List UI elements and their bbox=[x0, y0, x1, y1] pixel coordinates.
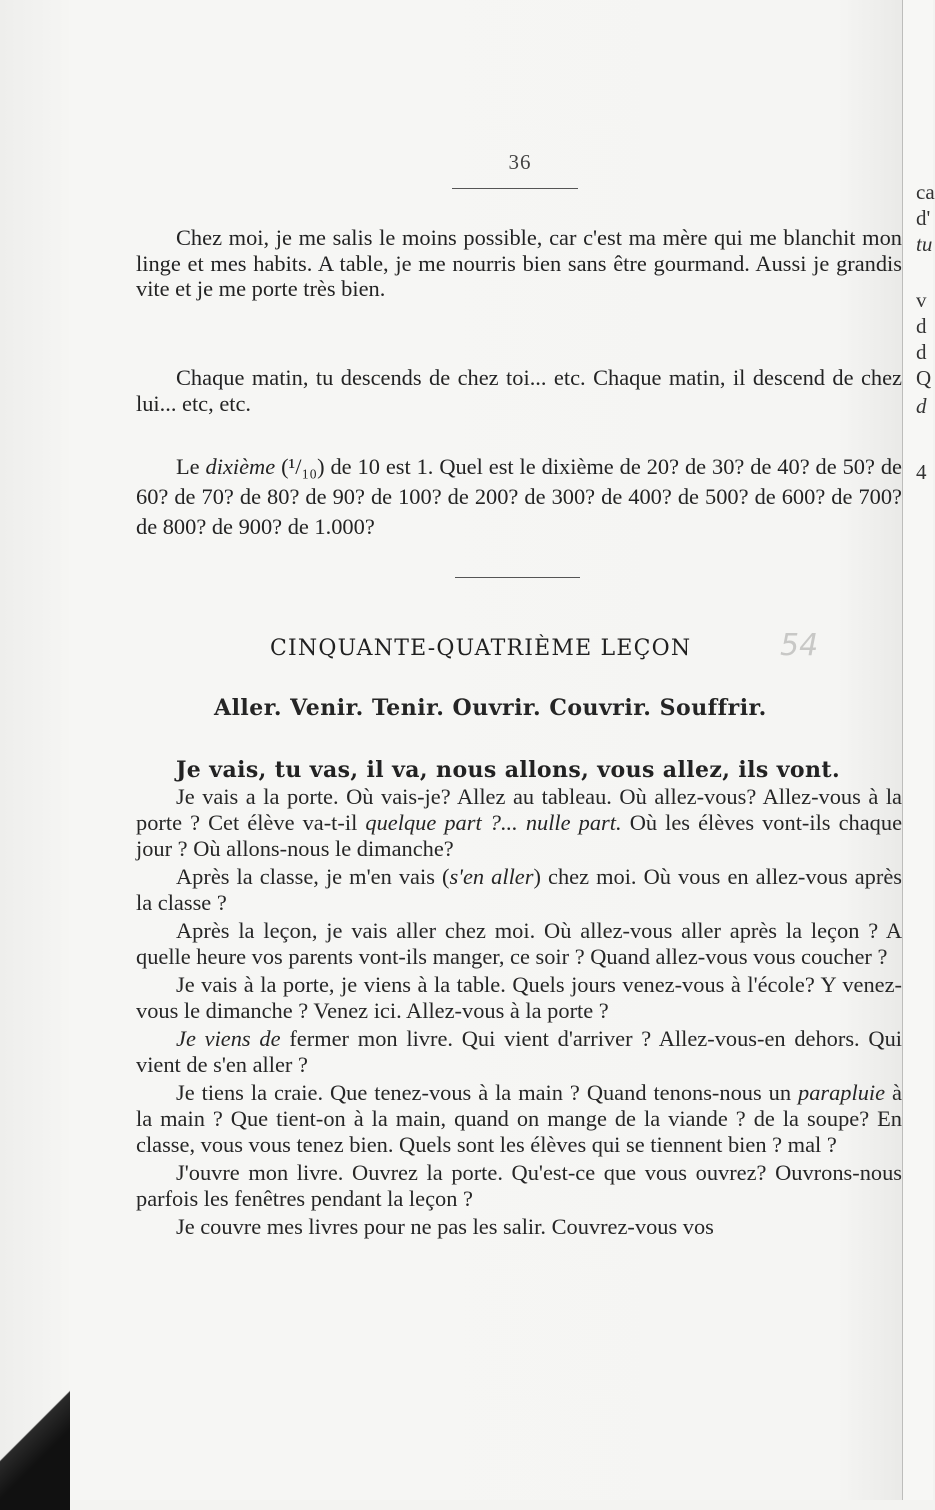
paragraph-aller bbox=[136, 784, 902, 862]
text-run: fermer mon livre. Qui vient d'arriver ? Allez-vous-en dehors. Qui vient de s'en aller ? bbox=[136, 1026, 903, 1077]
lesson-body bbox=[136, 784, 902, 1242]
text-run: Je tiens la craie. Que tenez-vous à la main ? Quand tenons-nous un bbox=[176, 1080, 792, 1105]
paragraph-chez-moi: Chez moi, je me salis le moins possible, car c'est ma mère qui me blanchit mon linge et mes habits. A table, je me nourris bien sans être gourmand. Aussi je grandis vite et je me porte très bien. bbox=[136, 225, 902, 301]
dixieme-italic: dixième bbox=[205, 454, 276, 479]
paragraph-venir-de bbox=[136, 1026, 902, 1078]
lesson-heading: CINQUANTE-QUATRIÈME LEÇON bbox=[270, 636, 692, 661]
conjugation-line: Je vais, tu vas, il va, nous allons, vous allez, ils vont. bbox=[176, 757, 841, 783]
italic-run: s'en aller bbox=[449, 864, 534, 889]
dixieme-prefix: Le bbox=[176, 454, 200, 479]
text-run: à la main ? Que tient-on à la main, quand on mange de la viande ? de la soupe? En classe, vous vous tenez bien. Quels sont les élèves qui se tiennent bien ? mal ? bbox=[136, 1080, 902, 1157]
text-run: ) chez moi. Où vous en allez-vous après la classe ? bbox=[136, 864, 902, 915]
italic-run: quelque part ?... nulle part. bbox=[365, 810, 622, 835]
page-number: 36 bbox=[508, 150, 532, 174]
edge-glyph: d bbox=[916, 314, 927, 338]
binding-shadow bbox=[0, 1380, 70, 1510]
handwritten-annotation: 54 bbox=[780, 628, 819, 663]
paragraph-couvrir: Je couvre mes livres pour ne pas les salir. Couvrez-vous vos bbox=[176, 1214, 714, 1239]
edge-glyph: 4 bbox=[916, 460, 927, 484]
paragraph-venir: Je vais à la porte, je viens à la table. Quels jours venez-vous à l'école? Y venez-vous le dimanche ? Venez ici. Allez-vous à la porte ? bbox=[136, 972, 902, 1023]
edge-glyph: d bbox=[916, 340, 927, 364]
header-rule bbox=[452, 188, 578, 189]
text-run: Après la classe, je m'en vais ( bbox=[176, 864, 450, 889]
edge-glyph: d' bbox=[916, 206, 931, 230]
text-run: Je vais a la porte. Où vais-je? Allez au tableau. Où allez-vous? Allez-vous à la porte ? Cet élève va-t-il bbox=[136, 784, 902, 835]
edge-glyph: tu bbox=[916, 232, 933, 256]
dixieme-questions: (¹/₁₀) de 10 est 1. Quel est le dixième de 20? de 30? de 40? de 50? de 60? de 70? de 80? de 90? de 100? de 200? de 300? de 400? de 500? de 600? de 700? de 800? de 900? de 1.000? bbox=[136, 454, 902, 539]
edge-glyph: Q bbox=[916, 366, 932, 390]
paragraph-dixieme bbox=[136, 452, 902, 542]
italic-run: Je viens de bbox=[176, 1026, 281, 1051]
lesson-verbs: Aller. Venir. Tenir. Ouvrir. Couvrir. Souffrir. bbox=[214, 695, 767, 721]
paragraph-tenir bbox=[136, 1080, 902, 1158]
paragraph-s-en-aller bbox=[136, 864, 902, 916]
edge-glyph: d bbox=[916, 394, 927, 418]
section-rule bbox=[455, 577, 580, 578]
paragraph-chaque-matin: Chaque matin, tu descends de chez toi... etc. Chaque matin, il descend de chez lui... etc, etc. bbox=[136, 365, 902, 416]
edge-glyph: ca bbox=[916, 180, 935, 204]
edge-glyph: v bbox=[916, 288, 927, 312]
italic-run: parapluie bbox=[798, 1080, 886, 1105]
text-run: Où les élèves vont-ils chaque jour ? Où allons-nous le dimanche? bbox=[136, 810, 903, 861]
paragraph-apres-lecon: Après la leçon, je vais aller chez moi. Où allez-vous aller après la leçon ? A quelle heure vos parents vont-ils manger, ce soir ? Quand allez-vous vous coucher ? bbox=[136, 918, 902, 969]
paragraph-ouvrir: J'ouvre mon livre. Ouvrez la porte. Qu'est-ce que vous ouvrez? Ouvrons-nous parfois les fenêtres pendant la leçon ? bbox=[136, 1160, 902, 1211]
